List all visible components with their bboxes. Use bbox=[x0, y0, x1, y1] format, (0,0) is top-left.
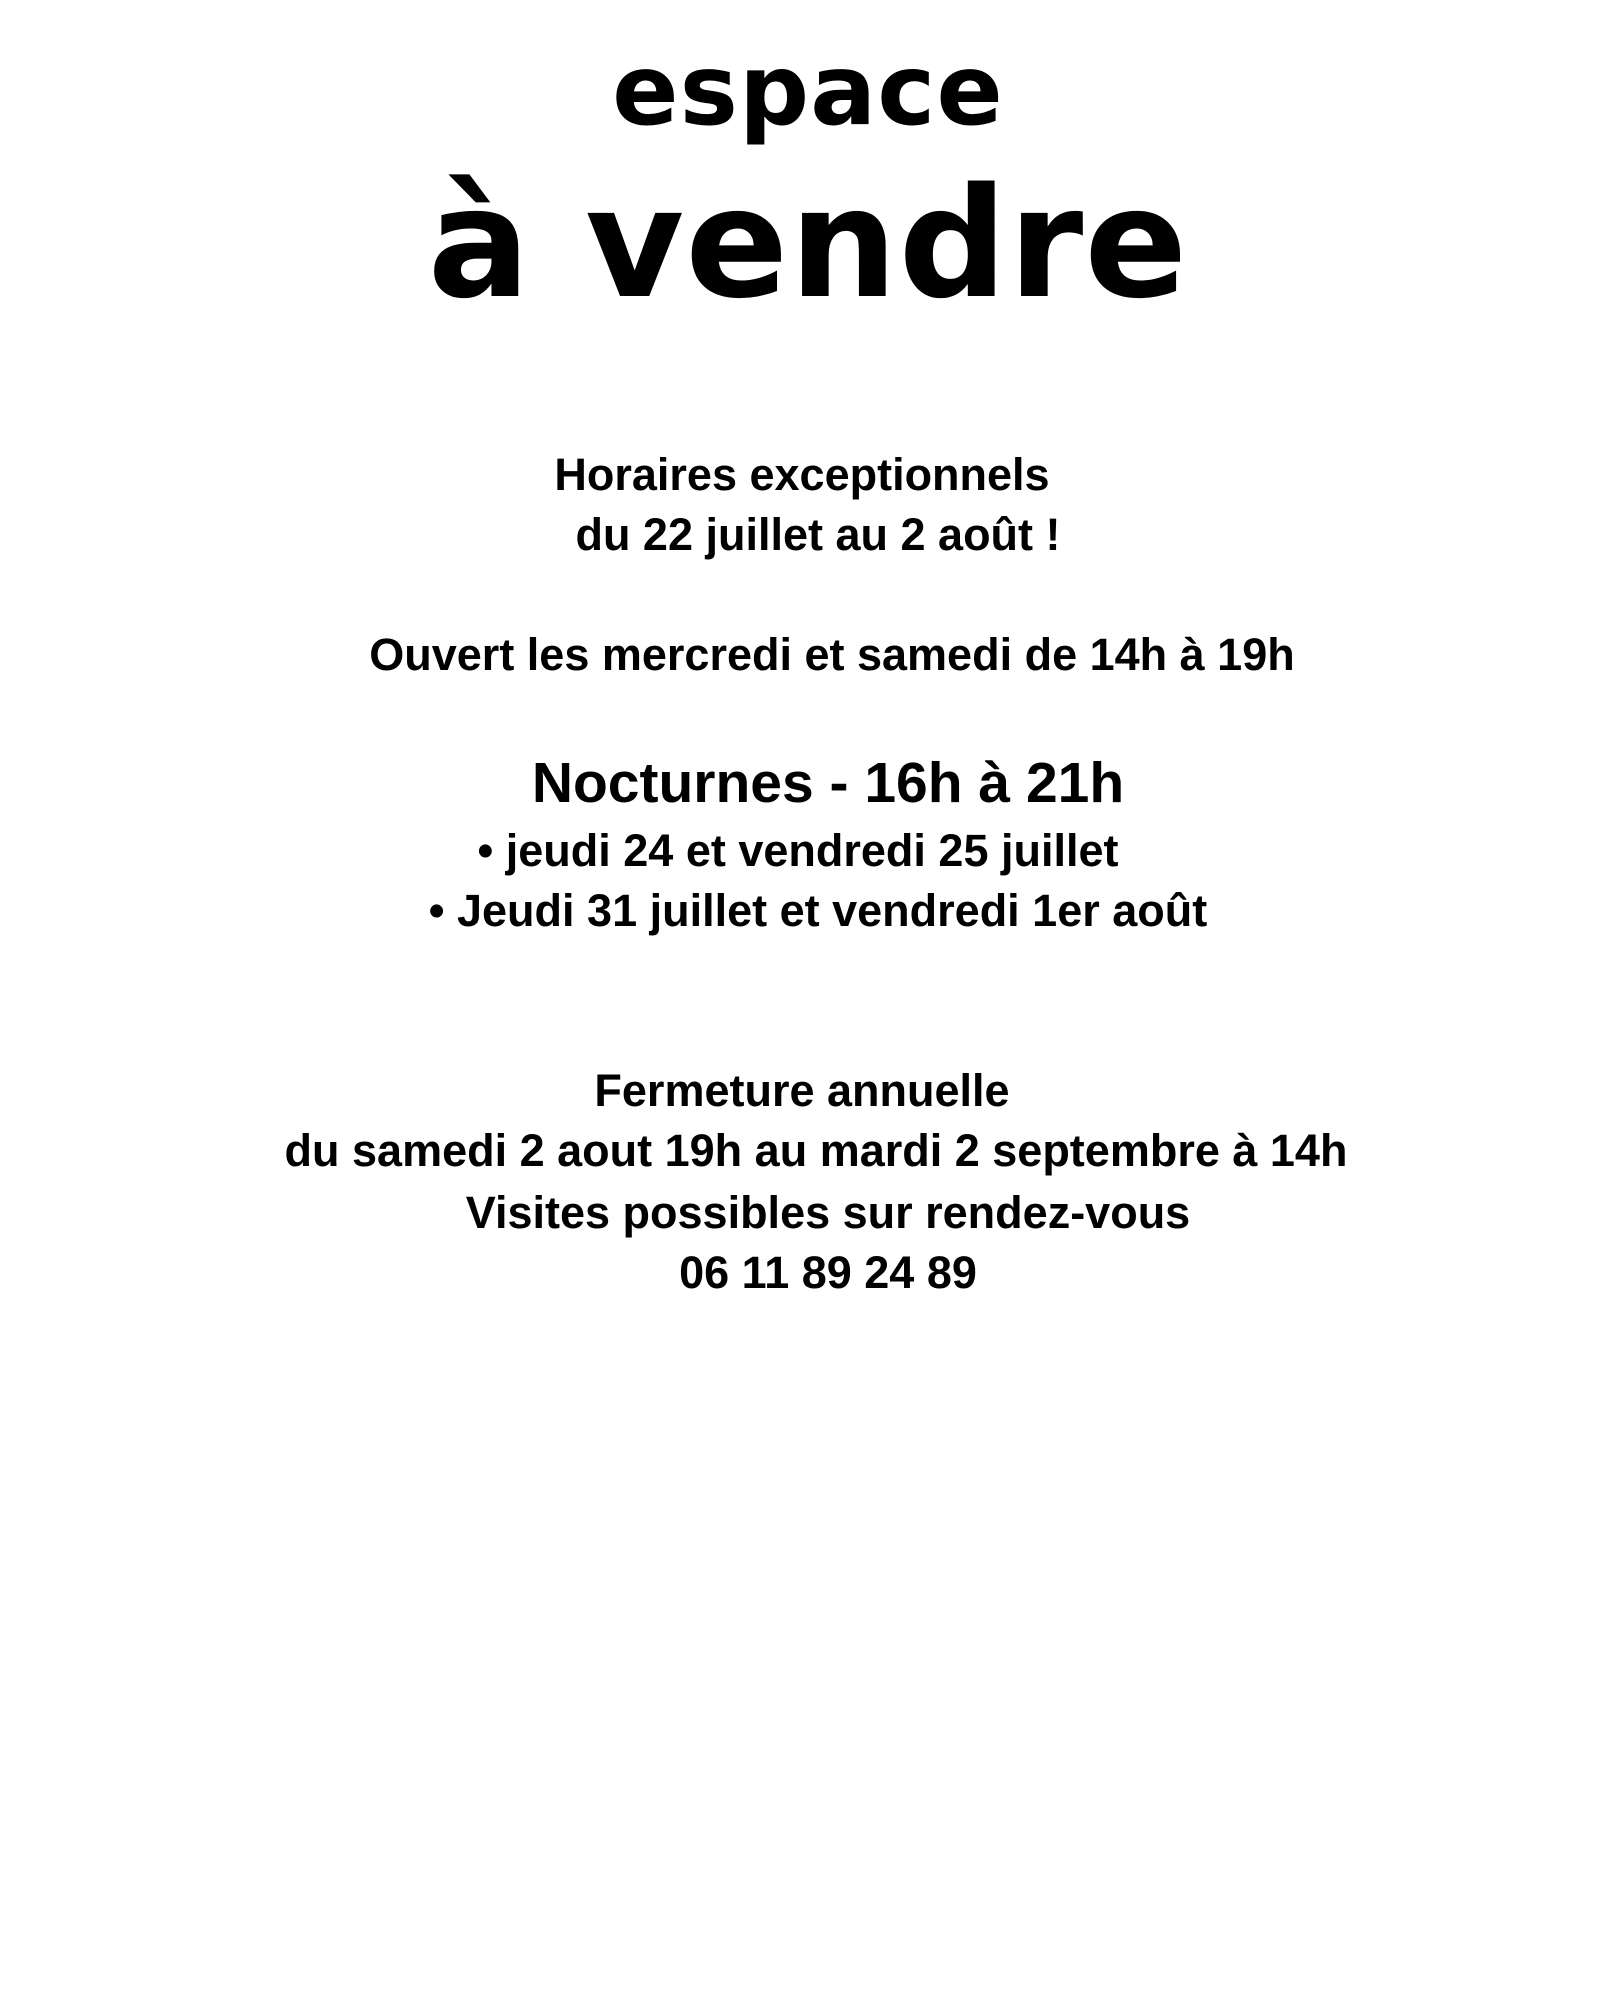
nocturnes-title: Nocturnes - 16h à 21h bbox=[531, 751, 1125, 815]
opening-hours: Ouvert les mercredi et samedi de 14h à 19h bbox=[369, 629, 1295, 680]
horaires-period: du 22 juillet au 2 août ! bbox=[575, 509, 1061, 560]
closure-title: Fermeture annuelle bbox=[594, 1065, 1010, 1116]
nocturnes-item: • jeudi 24 et vendredi 25 juillet bbox=[477, 825, 1119, 876]
closure-dates: du samedi 2 aout 19h au mardi 2 septembre à 14h bbox=[284, 1125, 1348, 1176]
logo-line-espace: espace bbox=[612, 34, 1004, 148]
phone-number: 06 11 89 24 89 bbox=[679, 1247, 977, 1298]
horaires-title: Horaires exceptionnels bbox=[554, 449, 1050, 500]
visits-note: Visites possibles sur rendez-vous bbox=[465, 1187, 1191, 1238]
logo-line-a-vendre: à vendre bbox=[427, 155, 1189, 332]
nocturnes-item: • Jeudi 31 juillet et vendredi 1er août bbox=[428, 885, 1208, 936]
